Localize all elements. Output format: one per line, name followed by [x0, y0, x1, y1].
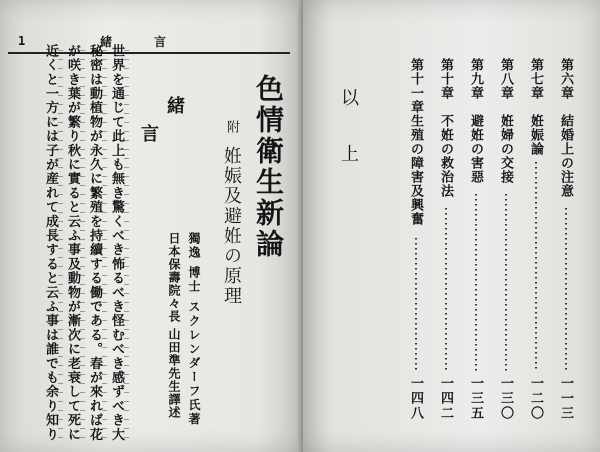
toc-page: 一一三 — [558, 376, 573, 421]
toc-entry — [496, 58, 516, 438]
toc-title: 避姙の害惡 — [468, 114, 483, 184]
toc-entry — [526, 58, 546, 438]
subtitle-prefix: 附 — [224, 120, 239, 133]
toc-page: 一四二 — [438, 376, 453, 421]
body-text-line: が咲き葉が繁り秋に實ると云ふ事及動物が漸次に老衰して死に — [65, 44, 80, 442]
toc-chapter: 第十一章 — [408, 58, 423, 114]
toc-page: 一三〇 — [498, 376, 513, 421]
toc-chapter: 第九章 — [468, 58, 483, 100]
toc-leader-dots — [415, 238, 417, 372]
toc-leader-dots — [445, 208, 447, 372]
toc-page: 一二〇 — [528, 376, 543, 421]
page-number: 1 — [18, 34, 26, 48]
toc-title: 姙婦の交接 — [498, 114, 513, 184]
toc-leader-dots — [535, 162, 537, 372]
toc-end-mark: 以上 — [338, 88, 359, 200]
intro-heading-char-1: 緒 — [164, 96, 185, 120]
toc-title: 生殖の障害及興奮 — [408, 114, 423, 226]
toc-chapter: 第八章 — [498, 58, 513, 100]
intro-heading-char-2: 言 — [138, 124, 159, 148]
toc-chapter: 第七章 — [528, 58, 543, 100]
toc-page: 一四八 — [408, 376, 423, 421]
toc-leader-dots — [475, 194, 477, 372]
toc-leader-dots — [565, 208, 567, 372]
toc-entry — [466, 58, 486, 438]
body-text-line: 秘密は動植物が永久に繁殖を持續する働である。春が來れば花 — [87, 44, 102, 442]
toc-chapter: 第十章 — [438, 58, 453, 100]
author-credit: 獨逸 博士 スクレンダーフ氏著 — [187, 232, 201, 427]
body-text-line: 近くと一方には子が産れて成長すると云ふ事は誰でも余り知り — [43, 44, 58, 442]
body-text-line: 世界を通じて此上も無き驚くべき怖るべき怪むべき感ずべき大 — [109, 44, 124, 442]
toc-chapter: 第六章 — [558, 58, 573, 100]
book-subtitle: 姙娠及避姙の原理 — [221, 146, 242, 306]
book-title: 色情衛生新論 — [252, 74, 285, 260]
translator-credit: 日本保壽院々長 山田準先生譯述 — [167, 232, 181, 420]
toc-title: 姙娠論 — [528, 114, 543, 156]
intro-heading — [135, 96, 187, 148]
toc-entry — [556, 58, 576, 438]
toc-page: 一三五 — [468, 376, 483, 421]
running-header-title: 緒言 — [100, 35, 209, 49]
toc-title: 不姙の救治法 — [438, 114, 453, 198]
toc-entry — [436, 58, 456, 438]
toc-title: 結婚上の注意 — [558, 114, 573, 198]
toc-entry — [406, 58, 426, 438]
toc-leader-dots — [505, 194, 507, 372]
